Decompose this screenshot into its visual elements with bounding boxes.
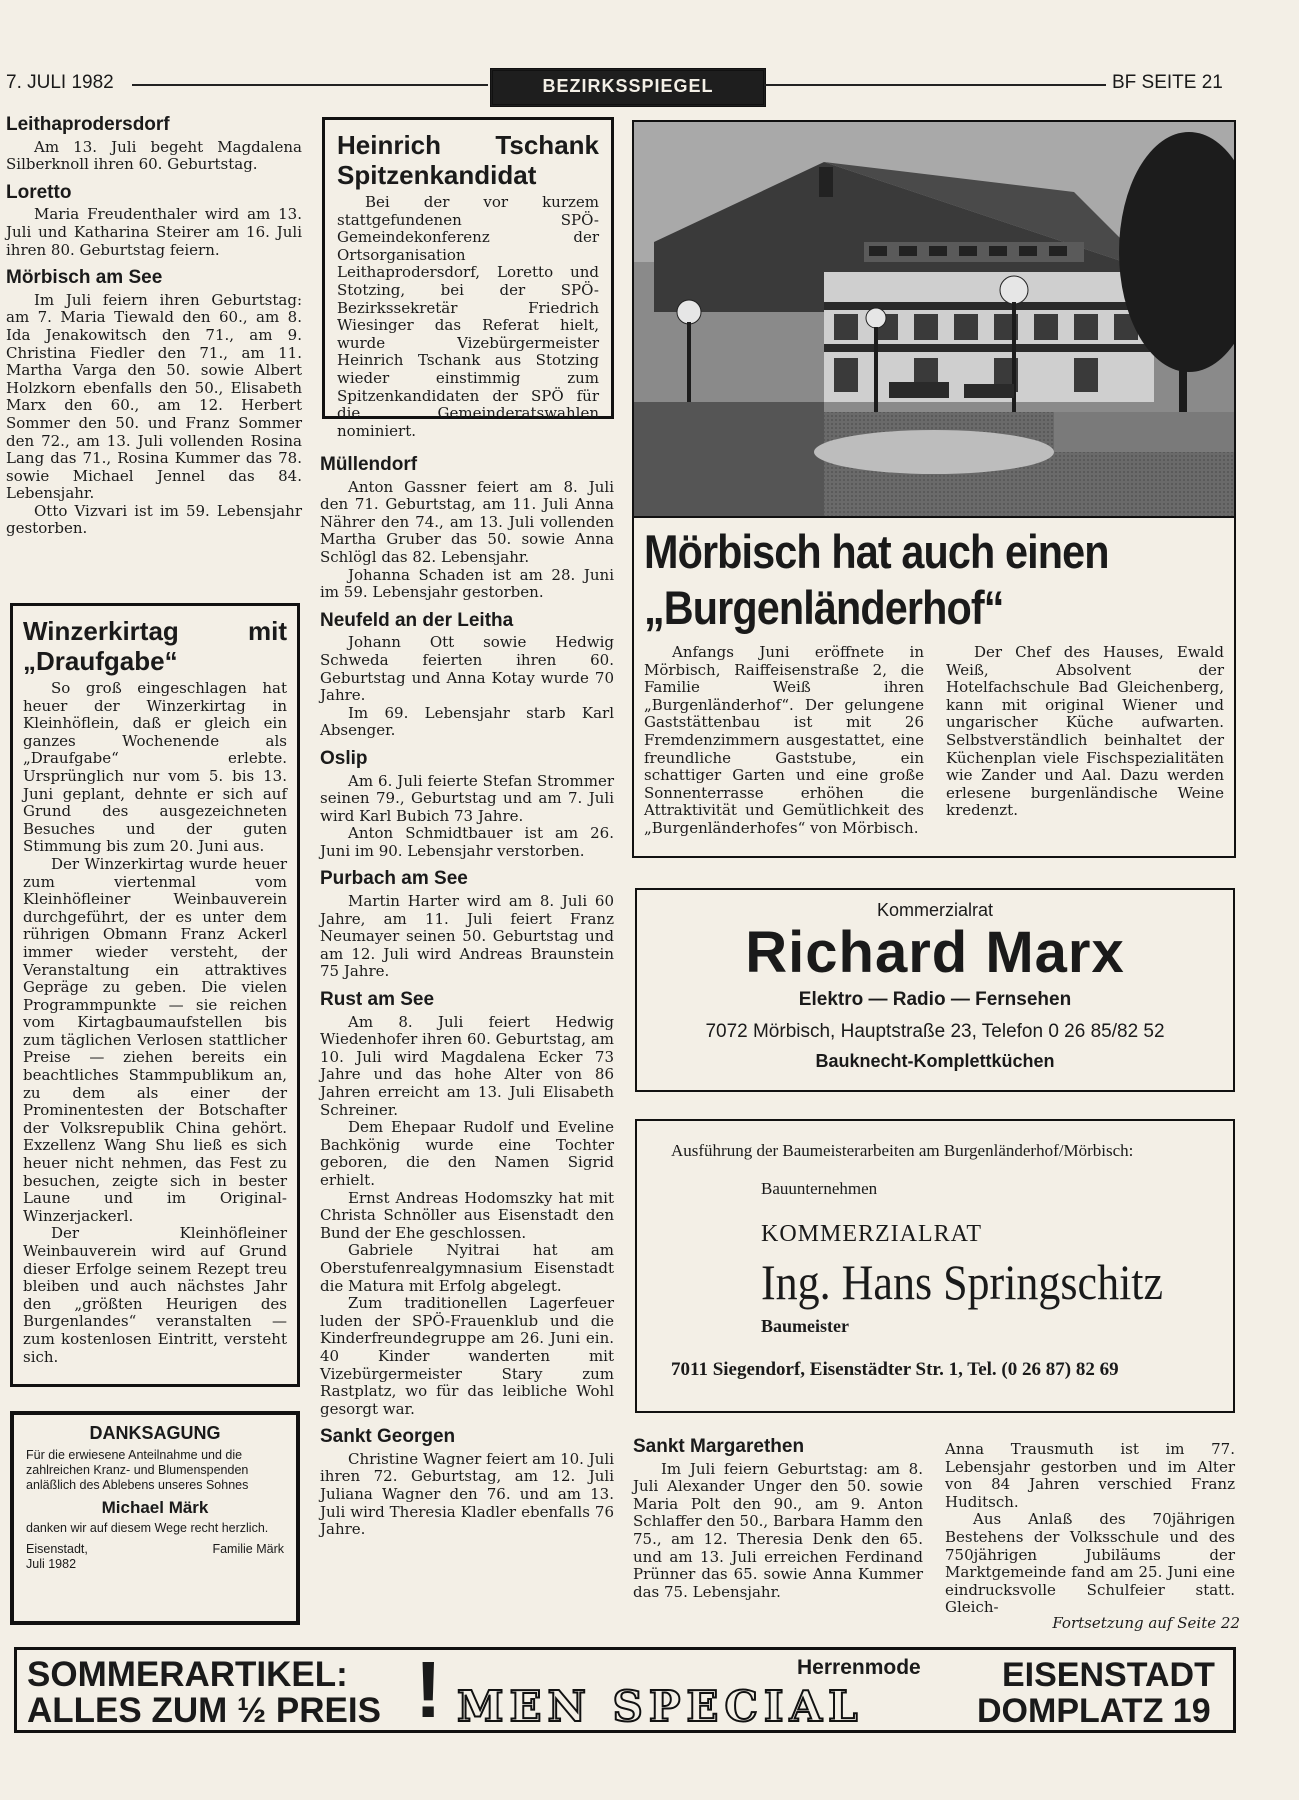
ad-spring-line2: Bauunternehmen: [761, 1179, 878, 1198]
tschank-title: Heinrich Tschank Spitzenkandidat: [337, 130, 599, 190]
feature-title-line2: „Burgenländerhof“: [644, 581, 1004, 634]
winzerkirtag-title: Winzerkirtag mit „Draufgabe“: [23, 616, 287, 676]
article-text: Otto Vizvari ist im 59. Lebensjahr gestorben.: [6, 501, 302, 538]
article-text: So groß eingeschlagen hat heuer der Winzerkirtag in Kleinhöflein, daß er gleich ein ganzes Wochenende als „Draufgabe“ erlebte. Ursprünglich nur vom 5. bis 13. Juni geplant, dehnte er sich auf Grund des ausgezeichneten Besuches und der guten Stimmung bis zum 20. Juni aus.: [23, 679, 287, 856]
article-text: Gabriele Nyitrai hat am Oberstufenrealgymnasium Eisenstadt die Matura mit Erfolg abgelegt.: [320, 1241, 614, 1295]
ad-springschitz: [635, 1119, 1235, 1413]
ad-exclamation: !: [415, 1645, 442, 1734]
ad-city: EISENSTADT: [1002, 1656, 1215, 1694]
article-text: Ernst Andreas Hodomszky hat mit Christa Schnöller aus Eisenstadt den Bund der Ehe geschlossen.: [320, 1188, 614, 1242]
article-text: Anton Gassner feiert am 8. Juli den 71. Geburtstag, am 11. Juli Anna Nährer den 74., am 13. Juli vollenden Martha Gruber das 50. sowie Anna Schlögl das 82. Lebensjahr.: [320, 477, 614, 566]
feature-title-line1: Mörbisch hat auch einen: [644, 525, 1109, 578]
danksagung-text: Für die erwiesene Anteilnahme und die zahlreichen Kranz- und Blumenspenden anläßlich des Ablebens unseres Sohnes: [26, 1448, 249, 1492]
article-heading: Oslip: [320, 747, 368, 769]
article-text: Der Kleinhöfleiner Weinbauverein wird auf Grund dieser Erfolge seinem Rezept treu bleiben und auch nächstes Jahr den „größten Heurigen des Burgenlandes“ veranstalten — zum kostenlosen Eintritt, versteht sich.: [23, 1224, 287, 1366]
ad-sale-line2: ALLES ZUM ½ PREIS: [27, 1691, 381, 1730]
article-heading: Rust am See: [320, 989, 435, 1011]
ad-spring-line1: Ausführung der Baumeisterarbeiten am Burgenländerhof/Mörbisch:: [671, 1141, 1134, 1160]
margarethen-left: [633, 1438, 923, 1601]
danksagung-date: Juli 1982: [26, 1557, 77, 1571]
article-text: Johann Ott sowie Hedwig Schweda feierten ihren 60. Geburtstag und Anna Kotay wurde 70 Jahre.: [320, 633, 614, 705]
article-text: Anna Trausmuth ist im 77. Lebensjahr gestorben und im Alter von 84 Jahren verschied Franz Huditsch.: [945, 1440, 1235, 1511]
danksagung-box: [10, 1411, 300, 1625]
ad-spring-address: 7011 Siegendorf, Eisenstädter Str. 1, Tel. (0 26 87) 82 69: [671, 1359, 1119, 1380]
article-text: Zum traditionellen Lagerfeuer luden der SPÖ-Frauenklub und die Kinderfreundegruppe am 26. Juni ein. 40 Kinder wanderten mit Vizebürgermeister Stary zum Rastplatz, wo für das leibliche Wohl gesorgt war.: [320, 1294, 614, 1418]
ad-spring-name: Ing. Hans Springschitz: [761, 1254, 1164, 1310]
ad-brand-logo: MEN SPECIAL: [457, 1682, 864, 1731]
article-text: Der Winzerkirtag wurde heuer zum viertenmal vom Kleinhöfleiner Weinbauverein durchgeführt, der es unter dem rührigen Obmann Franz Ackerl immer wieder versteht, der Veranstaltung ein attraktives Gepräge zu geben. Die vielen Programmpunkte — sie reichen vom Kirtagbaumaufstellen bis zum täglichen Verlosen stattlicher Preise — ziehen bereits ein beachtliches Stammpublikum an, zu dem als einer der Prominentesten der Botschafter der Volksrepublik China gehört. Exzellenz Wang Shu ließ es sich heuer nicht nehmen, das Fest zu besuchen, zeigte sich in bester Laune und im Original-Winzerjackerl.: [23, 854, 287, 1225]
danksagung-place: Eisenstadt,: [26, 1542, 88, 1556]
article-heading: Sankt Margarethen: [633, 1436, 805, 1457]
feature-text-right: [946, 644, 1224, 838]
article-text: Christine Wagner feiert am 10. Juli ihren 72. Geburtstag, am 12. Juli Juliana Wagner den 76. und am 13. Juli wird Theresia Kladler ebenfalls 76 Jahre.: [320, 1449, 614, 1539]
article-text: Dem Ehepaar Rudolf und Eveline Bachkönig wurde eine Tochter geboren, die den Namen Sigrid erhielt.: [320, 1118, 614, 1189]
tschank-box: [322, 117, 614, 440]
ad-richard-marx: [635, 888, 1235, 1092]
column-2: [320, 456, 614, 1539]
section-badge: BEZIRKSSPIEGEL: [490, 68, 766, 107]
article-text: Der Chef des Hauses, Ewald Weiß, Absolvent der Hotelfachschule Bad Gleichenberg, kann mit original Wiener und ungarischer Küche aufwarten. Selbstverständlich beinhaltet der Küchenplan viele Fischspezialitäten wie Zander und Aal. Dazu werden erlesene burgenländische Weine kredenzt.: [946, 643, 1224, 820]
ad-marx-kicker: Kommerzialrat: [876, 900, 994, 920]
ad-spring-line4: Baumeister: [761, 1316, 849, 1336]
feature-box: [632, 518, 1236, 858]
danksagung-name: Michael Märk: [101, 1498, 209, 1517]
article-text: Aus Anlaß des 70jährigen Bestehens der Volksschule und des 750jährigen Jubiläums der Marktgemeinde fand am 25. Juni eine eindrucksvolle Schulfeier statt. Gleich-: [945, 1510, 1235, 1617]
header-rule-right: [764, 84, 1106, 86]
article-text: Im Juli feiern ihren Geburtstag: am 7. Maria Tiewald den 60., am 8. Ida Jenakowitsch den 71., am 9. Christina Fiedler den 71., am 11. Martha Varga den 50. sowie Albert Holzkorn ebenfalls den 50., Elisabeth Marx den 60., am 12. Herbert Sommer den 50. und Franz Sommer den 72., am 13. Juli vollenden Rosina Lang das 71., Rosina Kummer das 78. sowie Michael Jennel das 84. Lebensjahr.: [6, 290, 302, 503]
feature-columns: [644, 644, 1224, 838]
article-text: Am 13. Juli begeht Magdalena Silberknoll ihren 60. Geburtstag.: [6, 137, 302, 174]
danksagung-title: DANKSAGUNG: [89, 1423, 221, 1443]
article-text: Im 69. Lebensjahr starb Karl Absenger.: [320, 703, 614, 740]
ad-men-special: [14, 1647, 1236, 1733]
article-text: Am 8. Juli feiert Hedwig Wiedenhofer ihren 60. Geburtstag, am 10. Juli wird Magdalena Ecker 73 Jahre und das hohe Alter von 86 Jahren erreicht am 13. Juli Elisabeth Schreiner.: [320, 1012, 614, 1119]
ad-marx-extra: Bauknecht-Komplettküchen: [815, 1051, 1055, 1071]
article-text: Martin Harter wird am 8. Juli 60 Jahre, am 11. Juli feiert Franz Neumayer seinen 50. Geburtstag und am 12. Juli wird Andreas Braunstein 75 Jahre.: [320, 892, 614, 981]
hotel-photo: [632, 120, 1236, 518]
ad-marx-name: Richard Marx: [745, 920, 1125, 985]
article-heading: Neufeld an der Leitha: [320, 609, 514, 631]
article-heading: Müllendorf: [320, 454, 418, 475]
article-heading: Sankt Georgen: [320, 1426, 456, 1448]
article-text: Anfangs Juni eröffnete in Mörbisch, Raiffeisenstraße 2, die Familie Weiß ihren „Burgenländerhof“. Der gelungene Gaststättenbau ist mit 26 Fremdenzimmern ausgestattet, eine freundliche Gaststube, ein schattiger Garten und eine große Sonnenterrasse erhöhen die Attraktivität und Gemütlichkeit des „Burgenländerhofes“ von Mörbisch.: [644, 643, 924, 837]
winzerkirtag-box: [10, 603, 300, 1387]
article-heading: Leithaprodersdorf: [6, 114, 170, 135]
feature-text-left: [644, 644, 924, 838]
danksagung-text2: danken wir auf diesem Wege recht herzlich.: [26, 1521, 269, 1535]
ad-address: DOMPLATZ 19: [977, 1692, 1211, 1730]
article-heading: Purbach am See: [320, 868, 468, 890]
hotel-photo-illustration: [634, 122, 1236, 518]
ad-marx-address: 7072 Mörbisch, Hauptstraße 23, Telefon 0 26 85/82 52: [705, 1021, 1165, 1042]
article-heading: Mörbisch am See: [6, 267, 163, 289]
danksagung-family: Familie Märk: [212, 1542, 284, 1556]
article-text: Am 6. Juli feierte Stefan Strommer seinen 79., Geburtstag und am 7. Juli wird Karl Bubich 73 Jahre.: [320, 771, 614, 825]
page-number: BF SEITE 21: [1112, 72, 1223, 93]
article-text: Im Juli feiern Geburtstag: am 8. Juli Alexander Unger den 50. sowie Maria Polt den 90., am 9. Anton Schlaffer den 50., Barbara Hamm den 75., am 12. Theresia Denk den 65. und am 13. Juli erreichen Ferdinand Prünner das 65. sowie Anna Kummer das 75. Lebensjahr.: [633, 1459, 923, 1601]
article-text: Maria Freudenthaler wird am 13. Juli und Katharina Steirer am 16. Juli ihren 80. Geburtstag feiern.: [6, 205, 302, 259]
margarethen-right: [945, 1441, 1235, 1617]
article-text: Bei der vor kurzem stattgefundenen SPÖ-Gemeindekonferenz der Ortsorganisation Leithaprodersdorf, Loretto und Stotzing, bei der SPÖ-Bezirkssekretär Friedrich Wiesinger das Referat hielt, wurde Vizebürgermeister Heinrich Tschank aus Stotzing wieder einstimmig zum Spitzenkandidaten der SPÖ für die Gemeinderatswahlen nominiert.: [337, 193, 599, 440]
ad-herrenmode: Herrenmode: [797, 1656, 921, 1679]
ad-spring-line3: KOMMERZIALRAT: [761, 1221, 982, 1247]
article-heading: Loretto: [6, 181, 72, 203]
article-text: Anton Schmidtbauer ist am 26. Juni im 90. Lebensjahr verstorben.: [320, 824, 614, 860]
header-rule-left: [132, 84, 488, 86]
column-1: [6, 116, 302, 538]
article-text: Johanna Schaden ist am 28. Juni im 59. Lebensjahr gestorben.: [320, 565, 614, 602]
danksagung-footer: [26, 1542, 284, 1572]
continued-note: Fortsetzung auf Seite 22: [1052, 1614, 1240, 1632]
ad-marx-services: Elektro — Radio — Fernsehen: [798, 989, 1072, 1010]
issue-date: 7. JULI 1982: [6, 72, 114, 93]
ad-sale-line1: SOMMERARTIKEL:: [27, 1655, 348, 1694]
